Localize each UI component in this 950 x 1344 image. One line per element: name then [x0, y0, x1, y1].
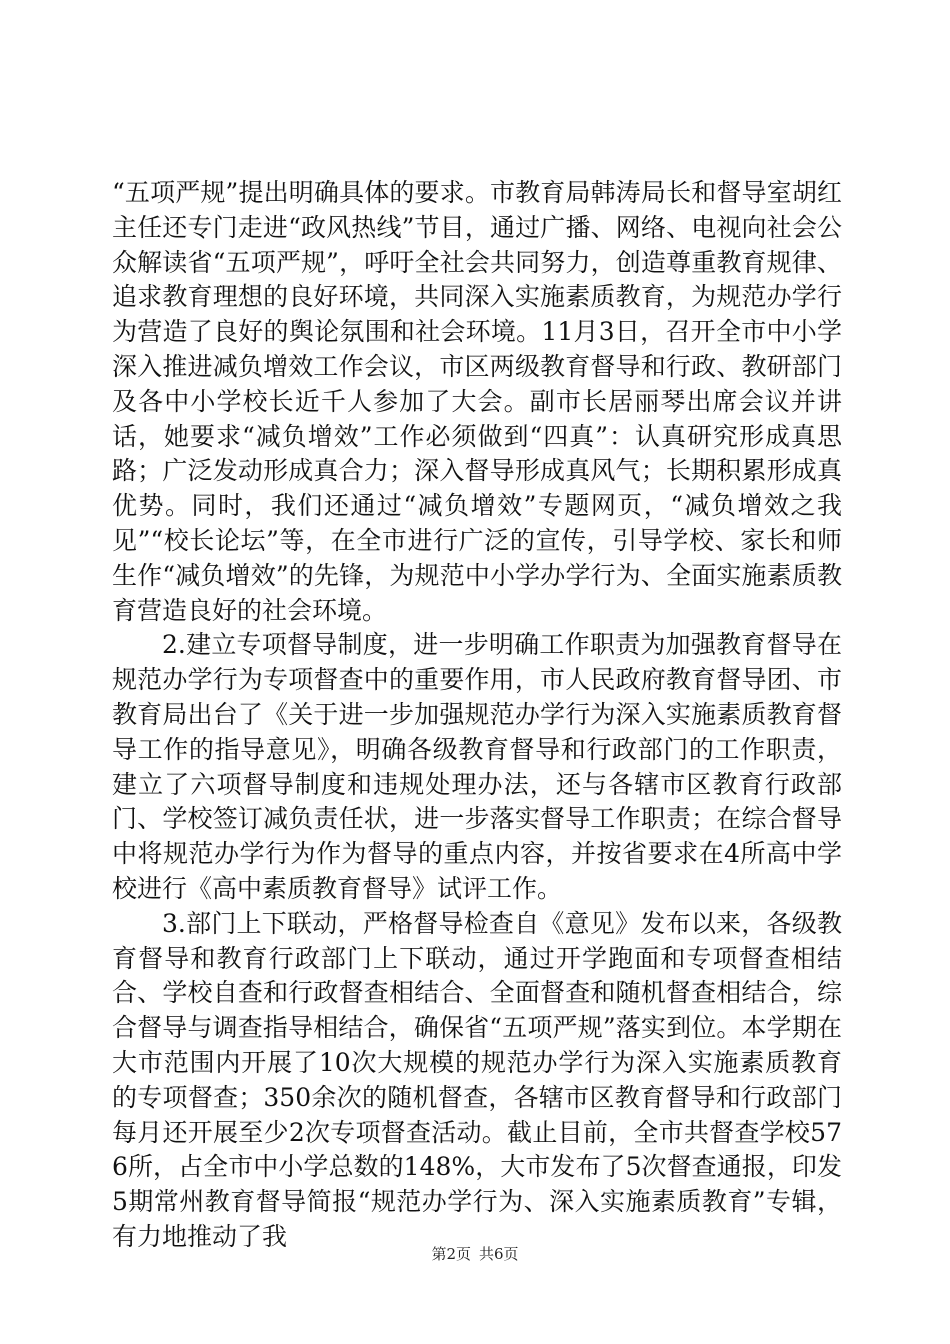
page-number: 第2页	[431, 1245, 471, 1263]
paragraph-2: 2.建立专项督导制度，进一步明确工作职责为加强教育督导在规范办学行为专项督查中的重要作用，市人民政府教育督导团、市教育局出台了《关于进一步加强规范办学行为深入实施素质教育督导工作的指导意见》，明确各级教育督导和行政部门的工作职责，建立了六项督导制度和违规处理办法，还与各辖市区教育行政部门、学校签订减负责任状，进一步落实督导工作职责；在综合督导中将规范办学行为作为督导的重点内容，并按省要求在4所高中学校进行《高中素质教育督导》试评工作。	[112, 630, 842, 903]
page-total: 共6页	[479, 1245, 519, 1263]
paragraph-3: 3.部门上下联动，严格督导检查自《意见》发布以来，各级教育督导和教育行政部门上下联动，通过开学跑面和专项督查相结合、学校自查和行政督查相结合、全面督查和随机督查相结合，综合督导与调查指导相结合，确保省“五项严规”落实到位。本学期在大市范围内开展了10次大规模的规范办学行为深入实施素质教育的专项督查；350余次的随机督查，各辖市区教育督导和行政部门每月还开展至少2次专项督查活动。截止目前，全市共督查学校576所，占全市中小学总数的148%，大市发布了5次督查通报，印发5期常州教育督导简报“规范办学行为、深入实施素质教育”专辑，有力地推动了我	[112, 908, 842, 1251]
page-footer	[0, 1243, 950, 1264]
document-body	[112, 176, 842, 1255]
paragraph-1: “五项严规”提出明确具体的要求。市教育局韩涛局长和督导室胡红主任还专门走进“政风热线”节目，通过广播、网络、电视向社会公众解读省“五项严规”，呼吁全社会共同努力，创造尊重教育规律、追求教育理想的良好环境，共同深入实施素质教育，为规范办学行为营造了良好的舆论氛围和社会环境。11月3日，召开全市中小学深入推进减负增效工作会议，市区两级教育督导和行政、教研部门及各中小学校长近千人参加了大会。副市长居丽琴出席会议并讲话，她要求“减负增效”工作必须做到“四真”：认真研究形成真思路；广泛发动形成真合力；深入督导形成真风气；长期积累形成真优势。同时，我们还通过“减负增效”专题网页，“减负增效之我见”“校长论坛”等，在全市进行广泛的宣传，引导学校、家长和师生作“减负增效”的先锋，为规范中小学办学行为、全面实施素质教育营造良好的社会环境。	[112, 178, 842, 625]
